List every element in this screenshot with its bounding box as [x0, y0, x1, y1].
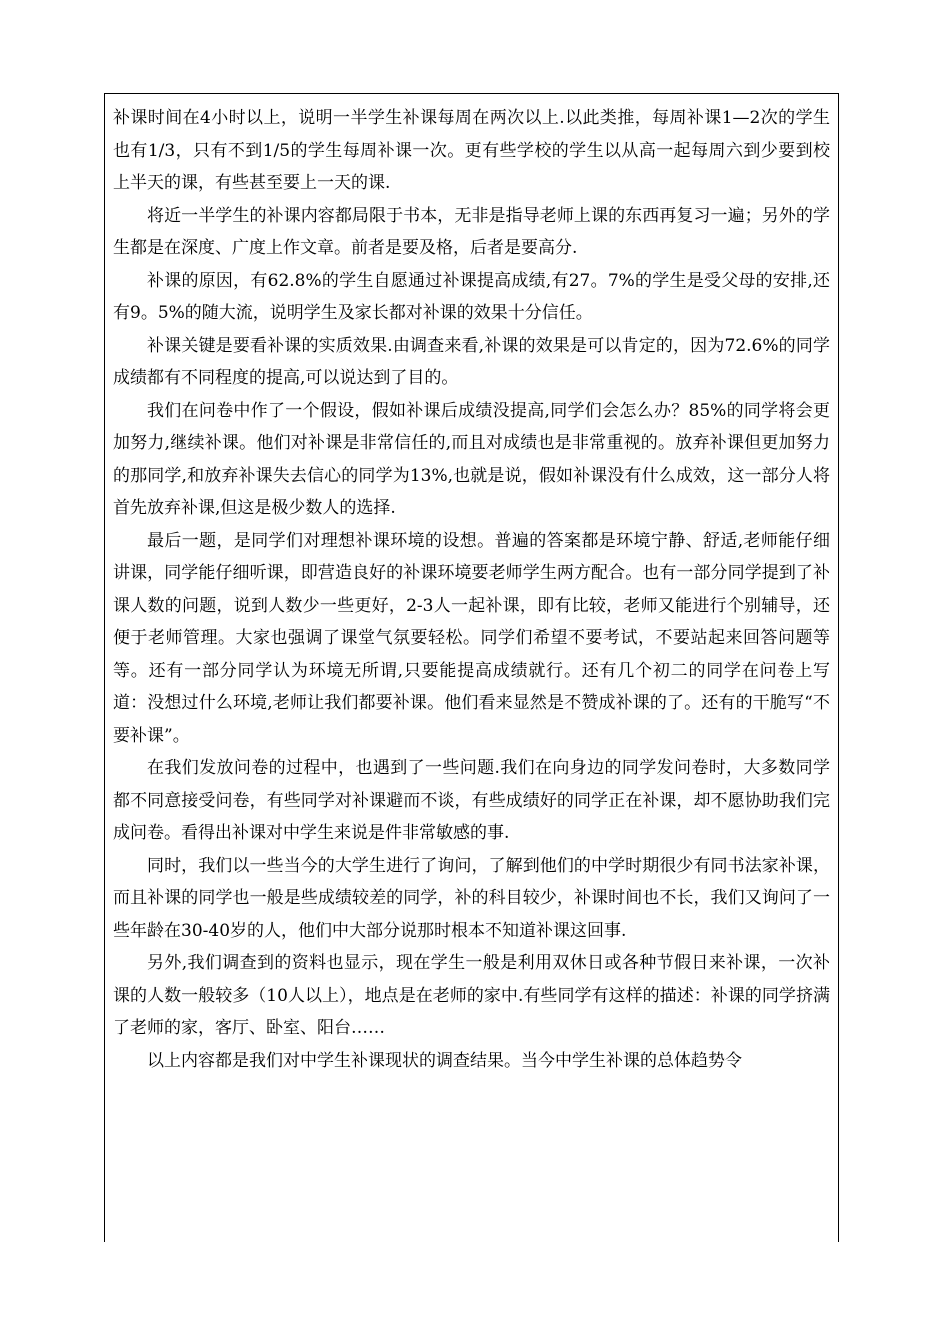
- paragraph-summary: 以上内容都是我们对中学生补课现状的调查结果。当今中学生补课的总体趋势令: [147, 1050, 742, 1071]
- document-body: [105, 94, 838, 1077]
- paragraph-content-scope: 将近一半学生的补课内容都局限于书本，无非是指导老师上课的东西再复习一遍；另外的学生都是在深度、广度上作文章。前者是要及格，后者是要高分.: [113, 205, 830, 258]
- paragraph-hypothesis: 我们在问卷中作了一个假设，假如补课后成绩没提高,同学们会怎么办？85%的同学将会更加努力,继续补课。他们对补课是非常信任的,而且对成绩也是非常重视的。放弃补课但更加努力的那同学,和放弃补课失去信心的同学为13%,也就是说，假如补课没有什么成效，这一部分人将首先放弃补课,但这是极少数人的选择.: [113, 400, 830, 518]
- paragraph-reasons: 补课的原因，有62.8%的学生自愿通过补课提高成绩,有27。7%的学生是受父母的安排,还有9。5%的随大流，说明学生及家长都对补课的效果十分信任。: [113, 270, 830, 323]
- paragraph-continuation: 补课时间在4小时以上，说明一半学生补课每周在两次以上.以此类推，每周补课1—2次的学生也有1/3，只有不到1/5的学生每周补课一次。更有些学校的学生以从高一起每周六到少要到校上半天的课，有些甚至要上一天的课.: [113, 108, 830, 193]
- paragraph-ideal-environment: 最后一题，是同学们对理想补课环境的设想。普遍的答案都是环境宁静、舒适,老师能仔细讲课，同学能仔细听课，即营造良好的补课环境要老师学生两方配合。也有一部分同学提到了补课人数的问题，说到人数少一些更好，2-3人一起补课，即有比较，老师又能进行个别辅导，还便于老师管理。大家也强调了课堂气氛要轻松。同学们希望不要考试，不要站起来回答问题等等。还有一部分同学认为环境无所谓,只要能提高成绩就行。还有几个初二的同学在问卷上写道：没想过什么环境,老师让我们都要补课。他们看来显然是不赞成补课的了。还有的干脆写“不要补课”。: [113, 530, 830, 746]
- paragraph-effect: 补课关键是要看补课的实质效果.由调查来看,补课的效果是可以肯定的，因为72.6%的同学成绩都有不同程度的提高,可以说达到了目的。: [113, 335, 830, 388]
- document-table-cell: [104, 93, 839, 1242]
- paragraph-university-inquiry: 同时，我们以一些当今的大学生进行了询问，了解到他们的中学时期很少有同书法家补课，而且补课的同学也一般是些成绩较差的同学，补的科目较少，补课时间也不长，我们又询问了一些年龄在30-40岁的人，他们中大部分说那时根本不知道补课这回事.: [113, 855, 830, 941]
- paragraph-survey-problems: 在我们发放问卷的过程中，也遇到了一些问题.我们在向身边的同学发问卷时，大多数同学都不同意接受问卷，有些同学对补课避而不谈，有些成绩好的同学正在补课，却不愿协助我们完成问卷。看得出补课对中学生来说是件非常敏感的事.: [113, 758, 830, 843]
- paragraph-materials: 另外,我们调查到的资料也显示，现在学生一般是利用双休日或各种节假日来补课，一次补课的人数一般较多（10人以上），地点是在老师的家中.有些同学有这样的描述：补课的同学挤满了老师的家，客厅、卧室、阳台……: [113, 953, 830, 1038]
